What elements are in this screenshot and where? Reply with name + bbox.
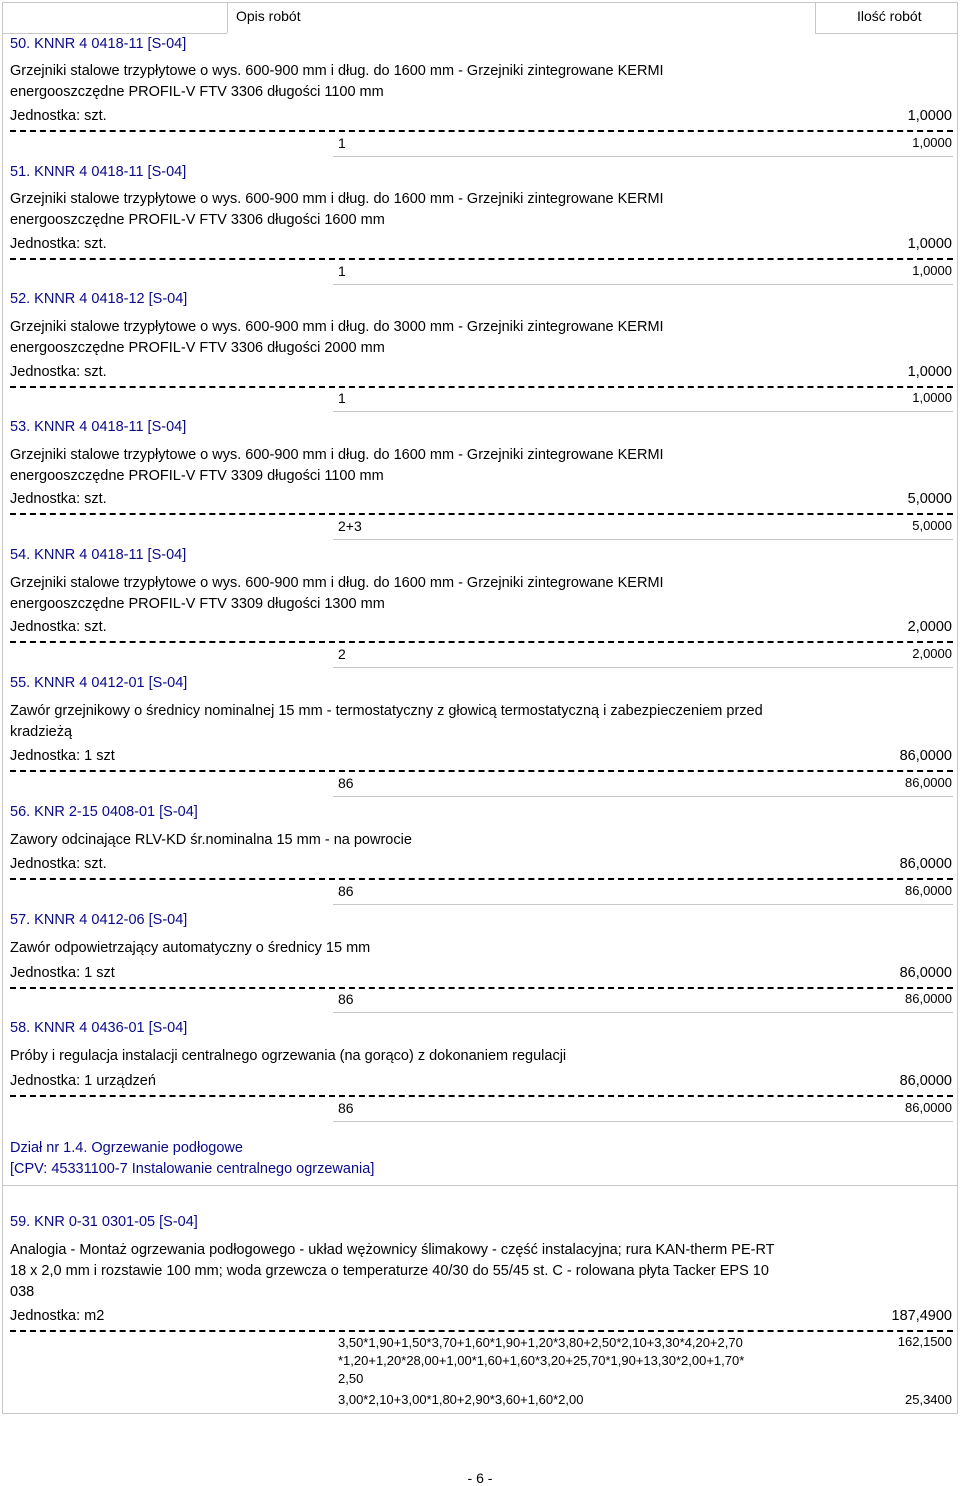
item-code: 54. KNNR 4 0418-11 [S-04] [10, 547, 187, 563]
item-code: 57. KNNR 4 0412-06 [S-04] [10, 912, 188, 928]
item-separator [10, 258, 953, 260]
measurement-value: 86,0000 [905, 775, 952, 790]
measurement-value: 1,0000 [912, 390, 952, 405]
item-separator [10, 878, 953, 880]
item-total: 86,0000 [899, 856, 952, 872]
item-unit: Jednostka: szt. [10, 108, 107, 124]
item-code: 55. KNNR 4 0412-01 [S-04] [10, 675, 188, 691]
measurement-formula: 2 [338, 646, 346, 662]
item-unit: Jednostka: 1 szt [10, 748, 115, 764]
measurement-formula: 1 [338, 135, 346, 151]
measurement-formula: 2+3 [338, 518, 362, 534]
header-description: Opis robót [236, 8, 301, 24]
item-total: 1,0000 [907, 364, 952, 380]
item-code: 50. KNNR 4 0418-11 [S-04] [10, 36, 187, 52]
item-separator [10, 1095, 953, 1097]
item-code: 52. KNNR 4 0418-12 [S-04] [10, 291, 188, 307]
header-quantity: Ilość robót [857, 8, 922, 24]
header-bottom-line [2, 33, 227, 34]
item-description: Grzejniki stalowe trzypłytowe o wys. 600-900 mm i dług. do 1600 mm - Grzejniki zintegrowane KERMI energooszczędne PROFIL-V FTV 3309 długości 1300 mm [10, 575, 664, 612]
item-separator [10, 386, 953, 388]
measurement-value: 1,0000 [912, 135, 952, 150]
item-description: Grzejniki stalowe trzypłytowe o wys. 600-900 mm i dług. do 1600 mm - Grzejniki zintegrowane KERMI energooszczędne PROFIL-V FTV 3306 długości 1600 mm [10, 191, 664, 228]
measurement-underline [333, 411, 953, 412]
item-description: Zawory odcinające RLV-KD śr.nominalna 15 mm - na powrocie [10, 832, 412, 848]
measurement-underline [333, 1012, 953, 1013]
item-unit: Jednostka: 1 urządzeń [10, 1073, 156, 1089]
item-description: Zawór odpowietrzający automatyczny o średnicy 15 mm [10, 940, 371, 956]
measurement-formula: 86 [338, 1100, 354, 1116]
item-separator [10, 1330, 953, 1332]
item-total: 86,0000 [899, 1073, 952, 1089]
item-separator [10, 770, 953, 772]
item-total: 86,0000 [899, 965, 952, 981]
item-separator [10, 987, 953, 989]
item-code: 58. KNNR 4 0436-01 [S-04] [10, 1020, 188, 1036]
section-cpv: [CPV: 45331100-7 Instalowanie centralnego ogrzewania] [10, 1161, 375, 1177]
item-unit: Jednostka: szt. [10, 856, 107, 872]
item-unit: Jednostka: m2 [10, 1308, 105, 1324]
item-unit: Jednostka: szt. [10, 619, 107, 635]
item-total: 1,0000 [907, 236, 952, 252]
item-total: 187,4900 [891, 1308, 952, 1324]
measurement-value: 5,0000 [912, 518, 952, 533]
item-unit: Jednostka: szt. [10, 491, 107, 507]
item-code: 53. KNNR 4 0418-11 [S-04] [10, 419, 187, 435]
measurement-underline [333, 284, 953, 285]
item-total: 2,0000 [907, 619, 952, 635]
item-description: Grzejniki stalowe trzypłytowe o wys. 600-900 mm i dług. do 1600 mm - Grzejniki zintegrowane KERMI energooszczędne PROFIL-V FTV 3306 długości 1100 mm [10, 63, 664, 100]
measurement-formula: 1 [338, 263, 346, 279]
item-total: 5,0000 [907, 491, 952, 507]
item-total: 86,0000 [899, 748, 952, 764]
measurement-formula: 1 [338, 390, 346, 406]
measurement-underline [333, 904, 953, 905]
measurement-underline [333, 796, 953, 797]
item-total: 1,0000 [907, 108, 952, 124]
measurement-formula: 86 [338, 991, 354, 1007]
item-code: 56. KNR 2-15 0408-01 [S-04] [10, 804, 198, 820]
section-bottom-line [2, 1185, 958, 1186]
measurement-formula: 86 [338, 775, 354, 791]
item-description: Analogia - Montaż ogrzewania podłogowego - układ wężownicy ślimakowy - część instalacyjna; rura KAN-therm PE-RT 18 x 2,0 mm i rozstawie 100 mm; woda grzewcza o temperaturze 40/30 do 55/45 st. C - rolowana płyta Tacker EPS 10 038 [10, 1242, 775, 1300]
measurement-formula: 3,00*2,10+3,00*1,80+2,90*3,60+1,60*2,00 [338, 1392, 584, 1407]
page-number: - 6 - [467, 1470, 493, 1486]
measurement-formula: 86 [338, 883, 354, 899]
item-unit: Jednostka: szt. [10, 364, 107, 380]
measurement-underline [333, 1121, 953, 1122]
measurement-value: 2,0000 [912, 646, 952, 661]
header-right-bottom-line [815, 33, 958, 34]
header-divider-left [227, 2, 228, 33]
item-description: Grzejniki stalowe trzypłytowe o wys. 600-900 mm i dług. do 1600 mm - Grzejniki zintegrowane KERMI energooszczędne PROFIL-V FTV 3309 długości 1100 mm [10, 447, 664, 484]
item-unit: Jednostka: szt. [10, 236, 107, 252]
item-description: Grzejniki stalowe trzypłytowe o wys. 600-900 mm i dług. do 3000 mm - Grzejniki zintegrowane KERMI energooszczędne PROFIL-V FTV 3306 długości 2000 mm [10, 319, 664, 356]
measurement-underline [333, 539, 953, 540]
measurement-formula: 3,50*1,90+1,50*3,70+1,60*1,90+1,20*3,80+2,50*2,10+3,30*4,20+2,70 *1,20+1,20*28,00+1,00*1,60+1,60*3,20+25,70*1,90+13,30*2,00+1,70* 2,50 [338, 1335, 745, 1386]
section-title: Dział nr 1.4. Ogrzewanie podłogowe [10, 1140, 243, 1156]
item-code: 51. KNNR 4 0418-11 [S-04] [10, 164, 187, 180]
item-description: Zawór grzejnikowy o średnicy nominalnej 15 mm - termostatyczny z głowicą termostatyczną i zabezpieczeniem przed kradzieżą [10, 703, 763, 740]
measurement-value: 25,3400 [905, 1392, 952, 1407]
measurement-value: 86,0000 [905, 883, 952, 898]
item-separator [10, 130, 953, 132]
measurement-value: 86,0000 [905, 991, 952, 1006]
item-separator [10, 641, 953, 643]
measurement-value: 162,1500 [897, 1334, 952, 1349]
item-separator [10, 513, 953, 515]
measurement-value: 1,0000 [912, 263, 952, 278]
measurement-value: 86,0000 [905, 1100, 952, 1115]
measurement-underline [333, 667, 953, 668]
item-code: 59. KNR 0-31 0301-05 [S-04] [10, 1214, 198, 1230]
item-unit: Jednostka: 1 szt [10, 965, 115, 981]
header-divider-right [815, 2, 816, 33]
item-description: Próby i regulacja instalacji centralnego ogrzewania (na gorąco) z dokonaniem regulacji [10, 1048, 567, 1064]
measurement-underline [333, 156, 953, 157]
